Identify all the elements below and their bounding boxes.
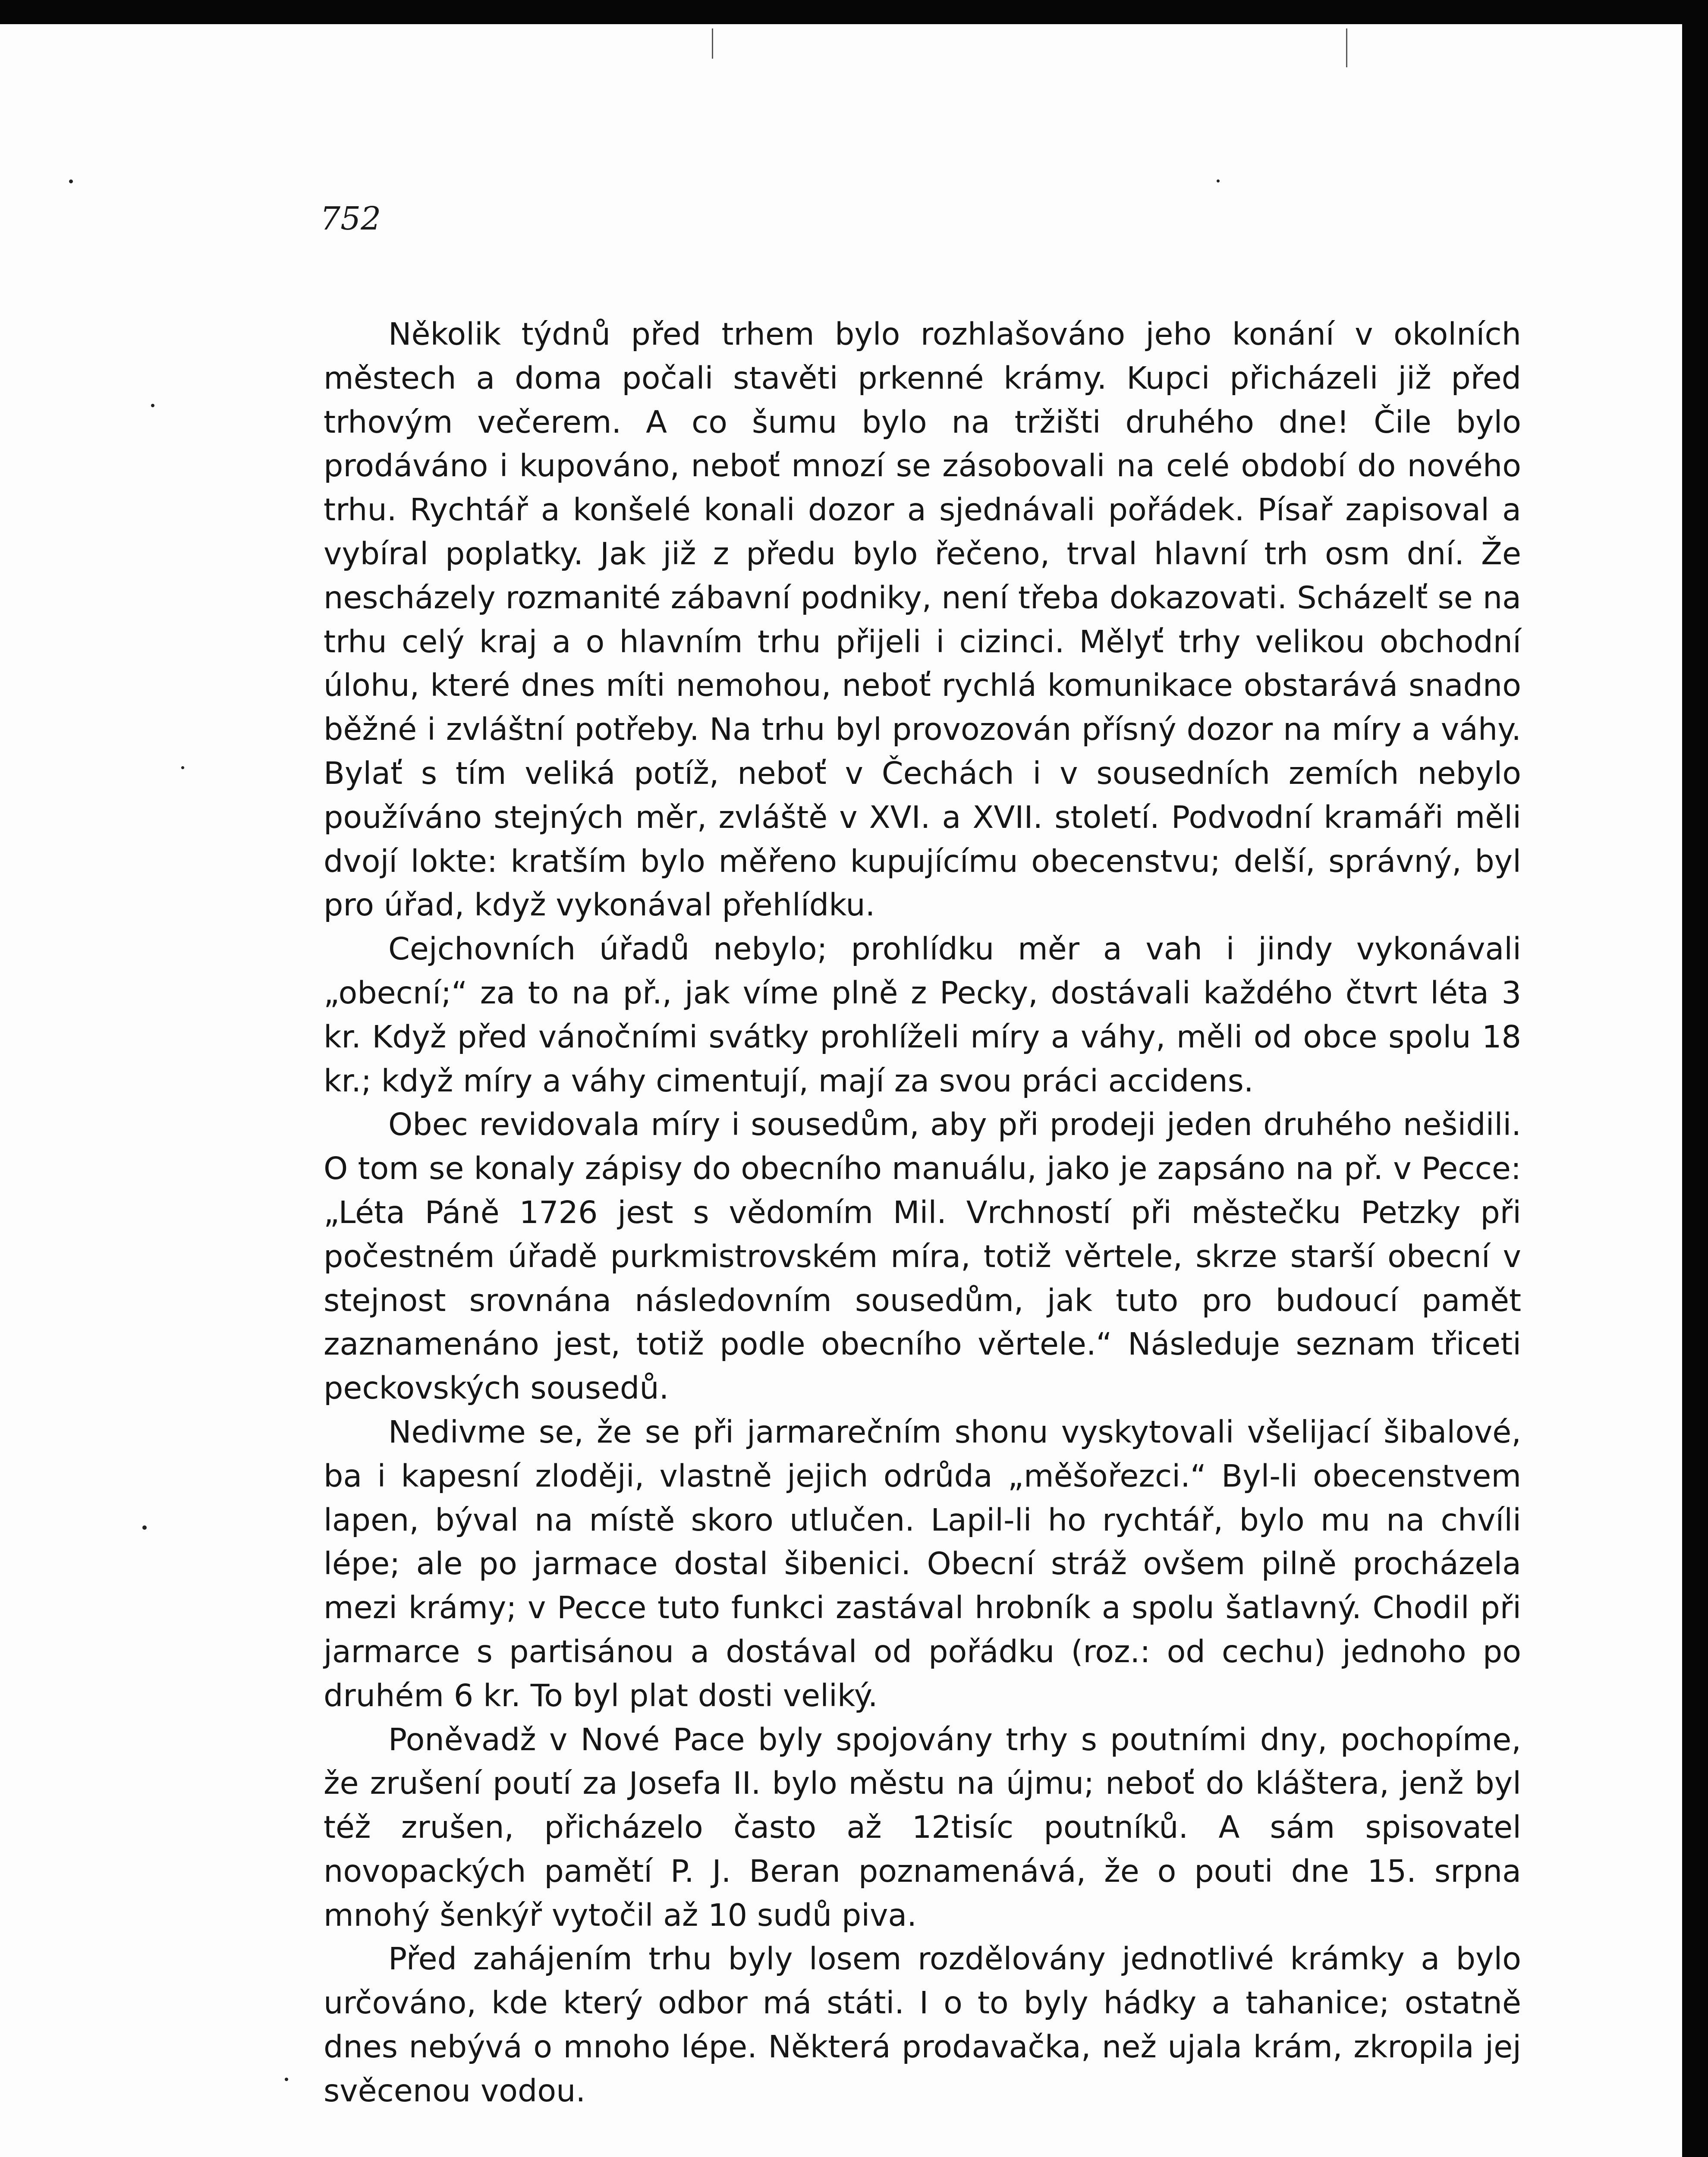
paragraph: Poněvadž v Nové Pace byly spojovány trhy s poutními dny, pochopíme, že zrušení poutí za Josefa II. bylo městu na újmu; neboť do kláštera, jenž byl též zrušen, přicházelo často až 12tisíc poutníků. A sám spisovatel novopackých pamětí P. J. Beran poznamenává, že o pouti dne 15. srpna mnohý šenkýř vytočil až 10 sudů piva. bbox=[324, 1721, 1521, 1933]
scan-speck bbox=[151, 404, 154, 407]
scan-scratch bbox=[1346, 28, 1347, 67]
paragraph: Cejchovních úřadů nebylo; prohlídku měr a vah i jindy vykonávali „obecní;“ za to na př., jak víme plně z Pecky, dostávali každého čtvrt léta 3 kr. Když před vánočními svátky prohlíželi míry a váhy, měli od obce spolu 18 kr.; když míry a váhy cimentují, mají za svou práci accidens. bbox=[324, 931, 1521, 1099]
scan-speck bbox=[181, 766, 184, 769]
page-number: 752 bbox=[320, 200, 381, 237]
scan-speck bbox=[1217, 179, 1220, 182]
paragraph: Nedivme se, že se při jarmarečním shonu vyskytovali všelijací šibalové, ba i kapesní zloději, vlastně jejich odrůda „měšořezci.“ Byl-li obecenstvem lapen, býval na místě skoro utlučen. Lapil-li ho rychtář, bylo mu na chvíli lépe; ale po jarmace dostal šibenici. Obecní stráž ovšem pilně procházela mezi krámy; v Pecce tuto funkci zastával hrobník a spolu šatlavný. Chodil při jarmarce s partisánou a dostával od pořádku (roz.: od cechu) jednoho po druhém 6 kr. To byl plat dosti veliký. bbox=[324, 1414, 1521, 1714]
paragraph: Obec revidovala míry i sousedům, aby při prodeji jeden druhého nešidili. O tom se konaly zápisy do obecního manuálu, jako je zapsáno na př. v Pecce: „Léta Páně 1726 jest s vědomím Mil. Vrchností při městečku Petzky při počestném úřadě purkmistrovském míra, totiž věrtele, skrze starší obecní v stejnost srovnána následovním sousedům, jak tuto pro budoucí pamět zaznamenáno jest, totiž podle obecního věrtele.“ Následuje seznam třiceti peckovských sousedů. bbox=[324, 1107, 1521, 1406]
paragraph: Před zahájením trhu byly losem rozdělovány jednotlivé krámky a bylo určováno, kde který odbor má státi. I o to byly hádky a tahanice; ostatně dnes nebývá o mnoho lépe. Některá prodavačka, než ujala krám, zkropila jej svěcenou vodou. bbox=[324, 1941, 1521, 2109]
body-text bbox=[324, 312, 1521, 2113]
paragraph: Několik týdnů před trhem bylo rozhlašováno jeho konání v okolních městech a doma počali stavěti prkenné krámy. Kupci přicházeli již před trhovým večerem. A co šumu bylo na tržišti druhého dne! Čile bylo prodáváno i kupováno, neboť mnozí se zásobovali na celé období do nového trhu. Rychtář a konšelé konali dozor a sjednávali pořádek. Písař zapisoval a vybíral poplatky. Jak již z předu bylo řečeno, trval hlavní trh osm dní. Že nescházely rozmanité zábavní podniky, není třeba dokazovati. Scházelť se na trhu celý kraj a o hlavním trhu přijeli i cizinci. Mělyť trhy velikou obchodní úlohu, které dnes míti nemohou, neboť rychlá komunikace obstarává snadno běžné i zvláštní potřeby. Na trhu byl provozován přísný dozor na míry a váhy. Bylať s tím veliká potíž, neboť v Čechách i v sousedních zemích nebylo používáno stejných měr, zvláště v XVI. a XVII. století. Podvodní kramáři měli dvojí lokte: kratším bylo měřeno kupujícímu obecenstvu; delší, správný, byl pro úřad, když vykonával přehlídku. bbox=[324, 316, 1521, 923]
scan-speck bbox=[142, 1525, 147, 1530]
scan-speck bbox=[285, 2078, 288, 2081]
scan-scratch bbox=[712, 28, 713, 59]
scan-speck bbox=[69, 179, 73, 183]
